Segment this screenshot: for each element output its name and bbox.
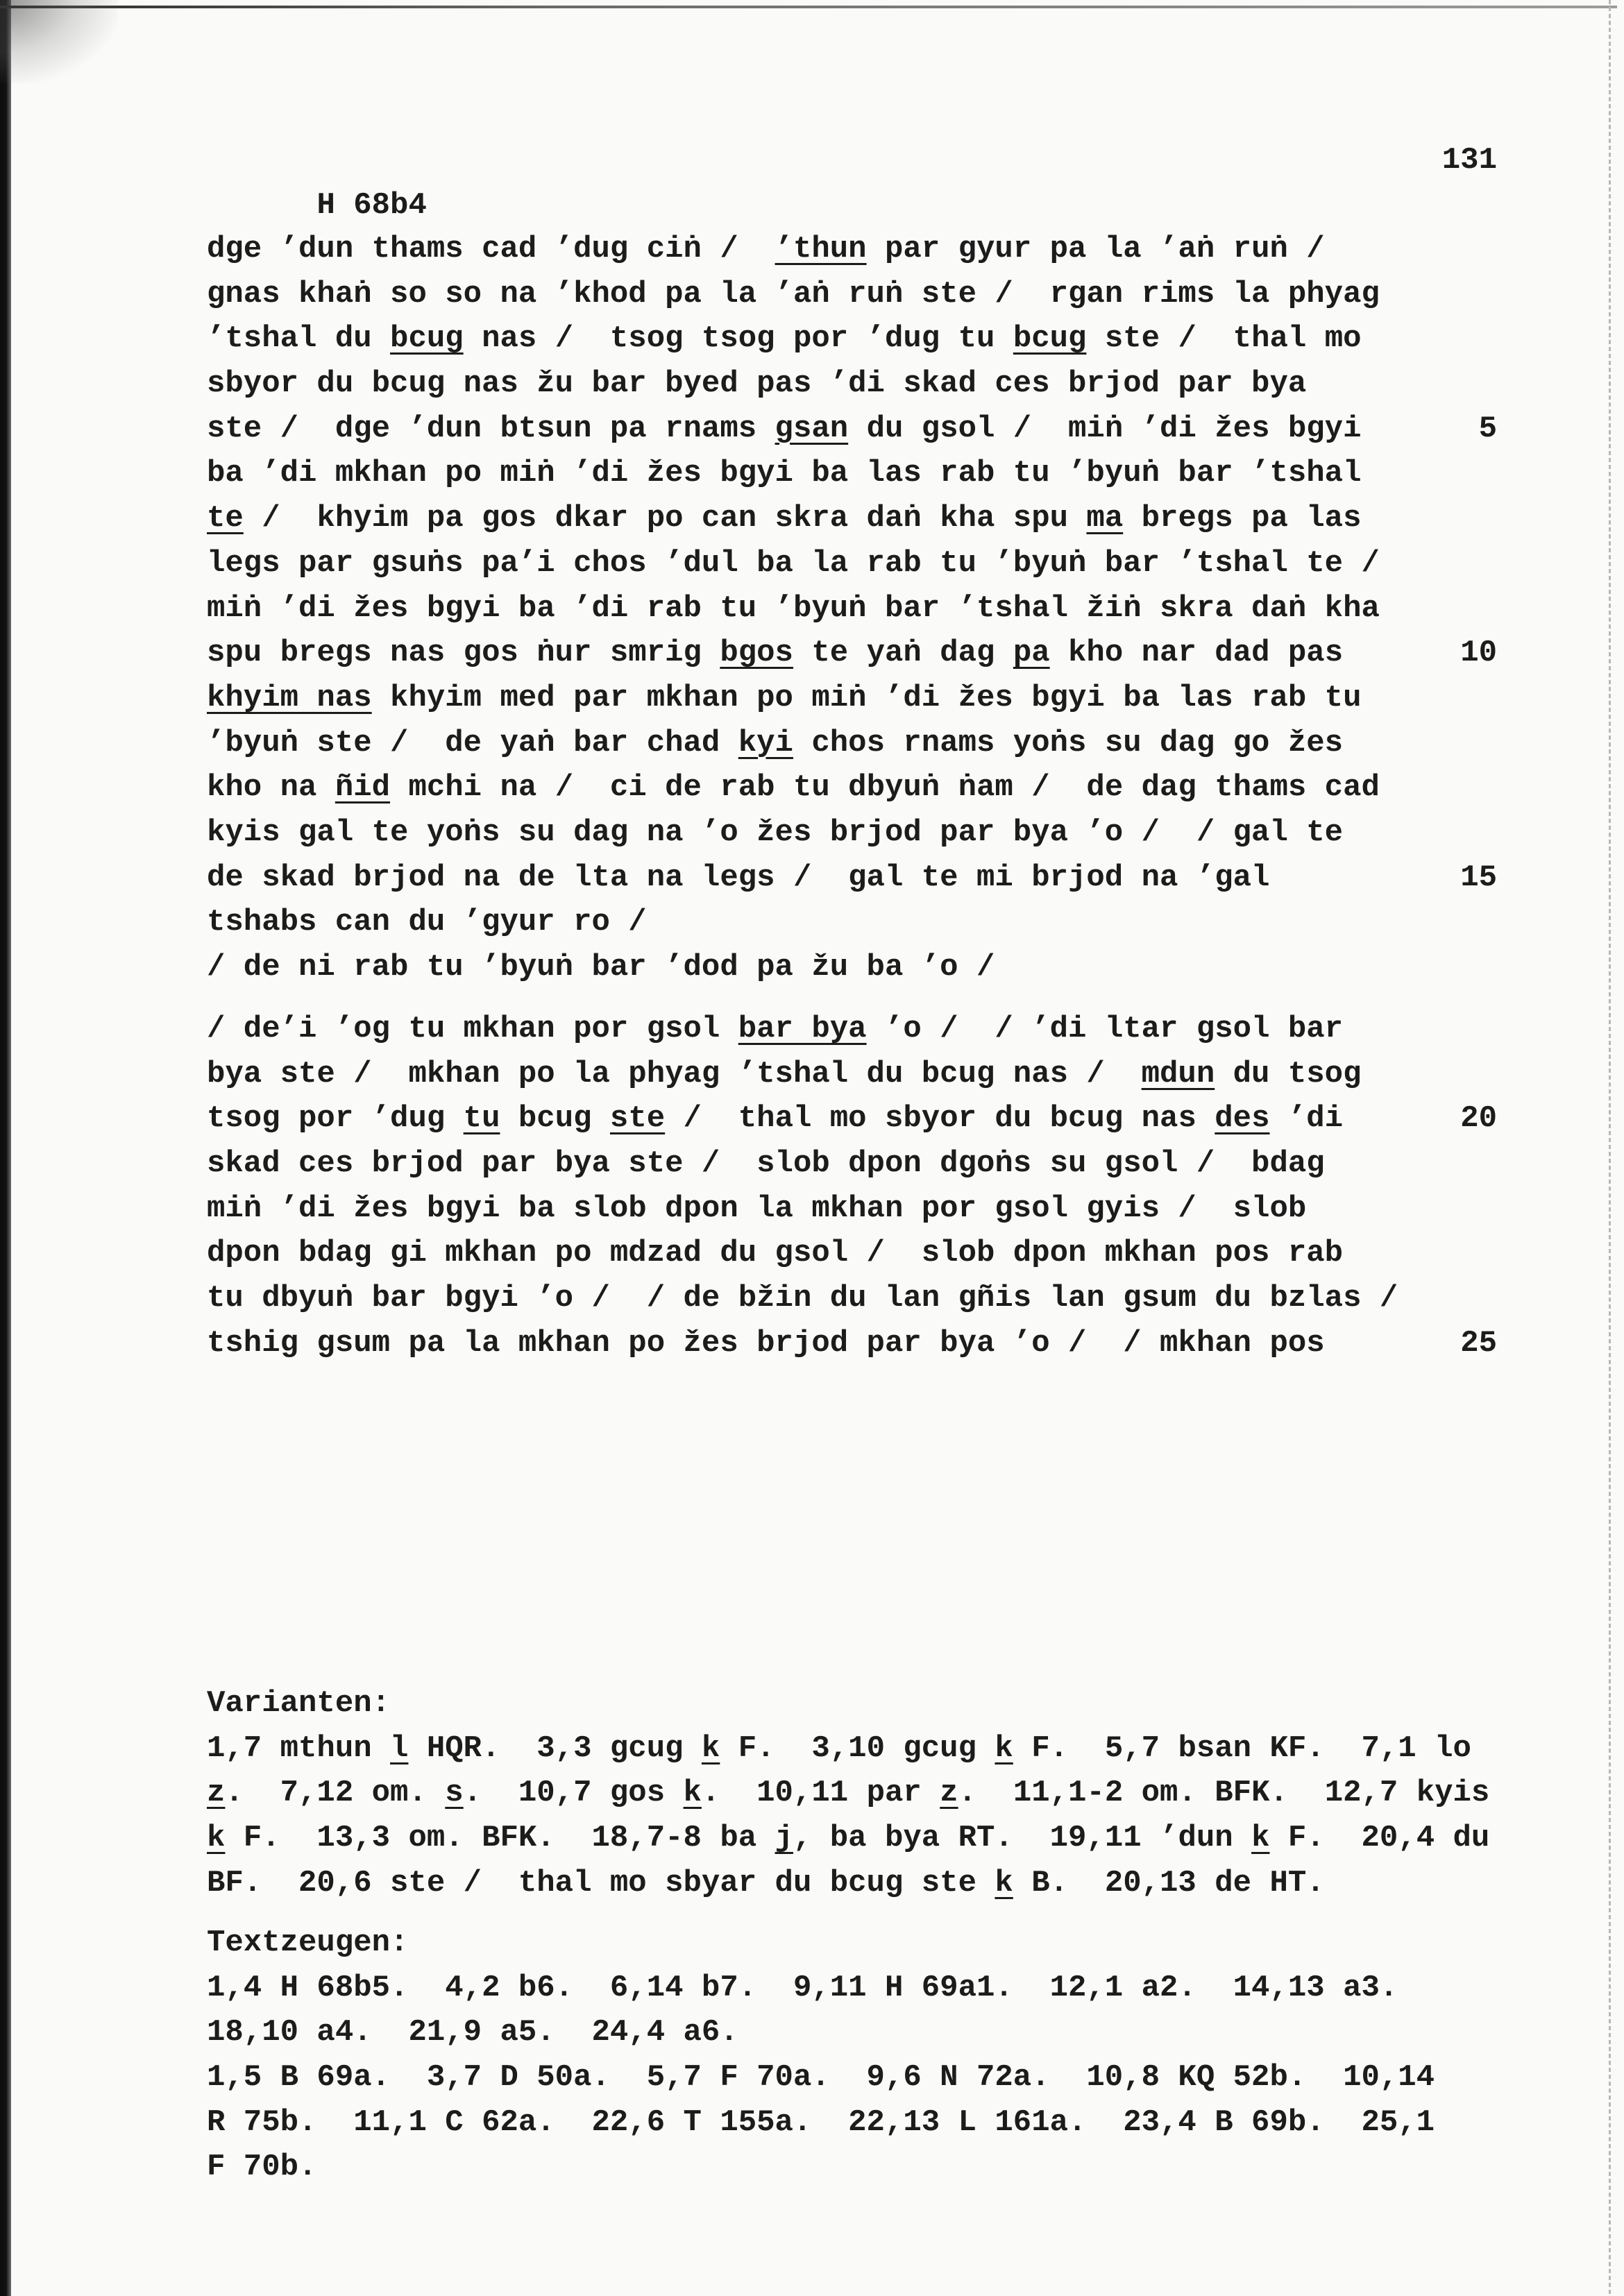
main-text-line-5 — [207, 407, 1497, 452]
text-span: F. 3,10 gcug — [720, 1730, 995, 1766]
underlined-reading: des — [1215, 1101, 1270, 1137]
witness-line-5 — [207, 2145, 1497, 2190]
text-span: F. 20,4 du — [1269, 1821, 1490, 1856]
underlined-reading: ñid — [335, 770, 391, 806]
text-span: khyim med par mkhan po miṅ ’di žes bgyi ba las rab tu — [371, 680, 1362, 715]
underlined-reading: k — [207, 1821, 226, 1856]
line-text — [207, 815, 1343, 850]
line-text — [207, 1326, 1325, 1361]
text-span: ’di — [1269, 1101, 1344, 1137]
text-span: F. 5,7 bsan KF. 7,1 lo — [1013, 1730, 1471, 1766]
text-span: kyis gal te yoṅs su dag na ’o žes brjod par bya ’o / / gal te — [207, 815, 1344, 850]
line-number: 25 — [1460, 1325, 1497, 1361]
main-text-line-11 — [207, 676, 1497, 721]
line-text — [207, 1057, 1361, 1091]
text-span: 1,5 B 69a. 3,7 D 50a. 5,7 F 70a. 9,6 N 72a. 10,8 KQ 52b. 10,14 — [207, 2060, 1435, 2095]
underlined-reading: gsan — [775, 411, 849, 446]
main-text-line-17 — [207, 945, 1497, 990]
line-number: 20 — [1460, 1101, 1497, 1137]
line-text — [207, 456, 1361, 491]
underlined-reading: bgos — [720, 636, 793, 671]
main-text-line-5 — [207, 1187, 1497, 1232]
line-text — [207, 770, 1380, 805]
text-span: tshig gsum pa la mkhan po žes brjod par bya ’o / / mkhan pos — [207, 1325, 1325, 1361]
folio-reference: H 68b4 — [316, 187, 427, 223]
scan-corner-smudge — [0, 0, 118, 83]
line-text — [207, 2150, 316, 2184]
text-span: . 10,11 par — [701, 1776, 940, 1811]
underlined-reading: k — [995, 1865, 1013, 1900]
line-text — [207, 950, 995, 985]
underlined-reading: k — [995, 1730, 1013, 1766]
underlined-reading: tu — [463, 1101, 500, 1137]
text-span: 1,4 H 68b5. 4,2 b6. 6,14 b7. 9,11 H 69a1. 12,1 a2. 14,13 a3. — [207, 1970, 1398, 2005]
text-span: , ba bya RT. 19,11 ’dun — [793, 1821, 1252, 1856]
underlined-reading: k — [683, 1776, 702, 1811]
line-text — [207, 411, 1362, 446]
line-text — [207, 2015, 738, 2050]
main-text-line-4 — [207, 1141, 1497, 1187]
text-span: . 7,12 om. — [225, 1776, 446, 1811]
text-span: tshabs can du ’gyur ro / — [207, 905, 647, 940]
underlined-reading: te — [207, 501, 244, 536]
variants-heading: Varianten: — [207, 1686, 391, 1721]
line-text — [207, 1971, 1398, 2005]
main-text-line-16 — [207, 900, 1497, 945]
line-text — [207, 905, 647, 939]
text-span: legs par gsuṅs pa’i chos ’dul ba la rab tu ’byuṅ bar ’tshal te / — [207, 545, 1380, 581]
text-span: du tsog — [1215, 1056, 1362, 1091]
text-span: spu bregs nas gos ṅur smrig — [207, 636, 720, 671]
scan-edge-top — [0, 6, 1617, 8]
main-text-line-7 — [207, 1276, 1497, 1321]
text-span: dge ’dun thams cad ’dug ciṅ / — [207, 232, 775, 266]
text-span: sbyor du bcug nas žu bar byed pas ’di skad ces brjod par bya — [207, 366, 1307, 402]
text-span: BF. 20,6 ste / thal mo sbyar du bcug ste — [207, 1865, 995, 1900]
text-span: ’o / / ’di ltar gsol bar — [866, 1012, 1344, 1046]
line-text — [207, 546, 1380, 581]
text-span: par gyur pa la ’aṅ ruṅ / — [866, 232, 1325, 266]
text-span: F. 13,3 om. BFK. 18,7-8 ba — [225, 1821, 775, 1856]
variant-line-4 — [207, 1861, 1497, 1906]
underlined-reading: ste — [609, 1101, 666, 1137]
main-text-line-6 — [207, 1231, 1497, 1276]
line-number: 5 — [1478, 411, 1497, 446]
line-text — [207, 636, 1343, 670]
text-span: dpon bdag gi mkhan po mdzad du gsol / slob dpon mkhan pos rab — [207, 1236, 1344, 1271]
line-text — [207, 232, 1325, 266]
text-span: kho nar dad pas — [1049, 636, 1344, 671]
line-text — [207, 1281, 1398, 1316]
line-text — [207, 726, 1343, 760]
underlined-reading: bcug — [390, 321, 464, 357]
text-span: . 11,1-2 om. BFK. 12,7 kyis — [958, 1776, 1490, 1811]
underlined-reading: j — [775, 1821, 793, 1856]
main-text-line-7 — [207, 496, 1497, 541]
main-text-line-8 — [207, 541, 1497, 586]
line-text — [207, 860, 1269, 895]
text-span: bregs pa las — [1123, 501, 1362, 536]
main-text-line-1 — [207, 227, 1497, 272]
main-text-line-2 — [207, 1052, 1497, 1097]
line-text — [207, 2105, 1435, 2140]
main-text-line-4 — [207, 362, 1497, 407]
underlined-reading: ’thun — [775, 232, 867, 266]
underlined-reading: z — [207, 1776, 226, 1811]
line-text — [207, 1101, 1343, 1136]
line-text — [207, 501, 1362, 536]
line-text — [207, 1191, 1306, 1226]
underlined-reading: ma — [1086, 501, 1124, 536]
text-span: te yaṅ dag — [793, 636, 1013, 671]
text-span: miṅ ’di žes bgyi ba ’di rab tu ’byuṅ bar ’tshal žiṅ skra daṅ kha — [207, 590, 1380, 626]
line-text — [207, 1236, 1343, 1270]
page-number: 131 — [1441, 143, 1497, 178]
variant-line-3 — [207, 1816, 1497, 1861]
text-span: tsog por ’dug — [207, 1101, 464, 1137]
text-span: R 75b. 11,1 C 62a. 22,6 T 155a. 22,13 L 161a. 23,4 B 69b. 25,1 — [207, 2104, 1435, 2140]
text-span: . 10,7 gos — [463, 1776, 684, 1811]
underlined-reading: k — [1251, 1821, 1270, 1856]
main-text-line-13 — [207, 765, 1497, 810]
witnesses-heading: Textzeugen: — [207, 1925, 409, 1960]
line-text — [207, 1866, 1325, 1900]
variants-apparatus — [207, 1681, 1497, 1905]
header-line — [207, 138, 1497, 223]
main-text-line-14 — [207, 810, 1497, 856]
witness-line-1 — [207, 1966, 1497, 2011]
text-span: / de ni rab tu ’byuṅ bar ’dod pa žu ba ’o / — [207, 950, 995, 985]
text-span: ba ’di mkhan po miṅ ’di žes bgyi ba las rab tu ’byuṅ bar ’tshal — [207, 456, 1362, 491]
main-text-line-3 — [207, 1096, 1497, 1141]
main-text-line-2 — [207, 272, 1497, 317]
underlined-reading: kyi — [738, 725, 793, 760]
text-span: tu dbyuṅ bar bgyi ’o / / de bžin du lan gñis lan gsum du bzlas / — [207, 1281, 1398, 1316]
main-text-line-10 — [207, 631, 1497, 676]
text-span: ’tshal du — [207, 321, 391, 357]
line-text — [207, 321, 1362, 356]
text-span: F 70b. — [207, 2150, 317, 2185]
line-text — [207, 1821, 1489, 1855]
text-span: nas / tsog tsog por ’dug tu — [463, 321, 1013, 357]
text-span: ste / dge ’dun btsun pa rnams — [207, 411, 775, 446]
variants-lines — [207, 1726, 1497, 1906]
main-text-paragraph-2 — [207, 1007, 1497, 1366]
variant-line-1 — [207, 1726, 1497, 1771]
line-number: 15 — [1460, 860, 1497, 895]
main-text-line-9 — [207, 586, 1497, 631]
text-span: mchi na / ci de rab tu dbyuṅ ṅam / de dag thams cad — [390, 770, 1380, 806]
line-text — [207, 277, 1380, 312]
text-span: ste / thal mo — [1086, 321, 1362, 357]
text-span: 18,10 a4. 21,9 a5. 24,4 a6. — [207, 2015, 738, 2050]
scan-edge-left — [0, 0, 11, 2296]
main-text-line-15 — [207, 856, 1497, 901]
main-text-line-6 — [207, 451, 1497, 496]
underlined-reading: l — [390, 1730, 409, 1766]
text-span: 1,7 mthun — [207, 1730, 391, 1766]
line-number: 10 — [1460, 636, 1497, 671]
text-span: bya ste / mkhan po la phyag ’tshal du bcug nas / — [207, 1056, 1142, 1091]
text-span: gnas khaṅ so so na ’khod pa la ’aṅ ruṅ ste / rgan rims la phyag — [207, 276, 1380, 312]
witness-line-3 — [207, 2055, 1497, 2100]
variant-line-2 — [207, 1771, 1497, 1816]
text-span: miṅ ’di žes bgyi ba slob dpon la mkhan por gsol gyis / slob — [207, 1191, 1307, 1226]
line-text — [207, 591, 1380, 626]
underlined-reading: bcug — [1013, 321, 1087, 357]
line-text — [207, 1146, 1325, 1181]
witnesses-apparatus — [207, 1921, 1497, 2190]
main-text-line-1 — [207, 1007, 1497, 1052]
witness-line-2 — [207, 2010, 1497, 2055]
underlined-reading: pa — [1013, 636, 1050, 671]
main-text-line-12 — [207, 721, 1497, 766]
main-text-line-3 — [207, 316, 1497, 362]
underlined-reading: bar bya — [738, 1012, 867, 1046]
page-header — [207, 138, 1497, 223]
scan-edge-right — [1609, 0, 1611, 2296]
text-span: ’byuṅ ste / de yaṅ bar chad — [207, 725, 738, 760]
line-text — [207, 1776, 1489, 1810]
line-text — [207, 1731, 1471, 1766]
witnesses-lines — [207, 1966, 1497, 2190]
underlined-reading: mdun — [1141, 1056, 1215, 1091]
text-span: / khyim pa gos dkar po can skra daṅ kha spu — [243, 501, 1087, 536]
text-span: HQR. 3,3 gcug — [408, 1730, 702, 1766]
text-span: / de’i ’og tu mkhan por gsol — [207, 1012, 738, 1046]
underlined-reading: khyim nas — [207, 680, 372, 715]
witness-line-4 — [207, 2100, 1497, 2145]
underlined-reading: k — [701, 1730, 720, 1766]
text-span: de skad brjod na de lta na legs / gal te mi brjod na ’gal — [207, 860, 1270, 895]
text-span: du gsol / miṅ ’di žes bgyi — [848, 411, 1362, 446]
underlined-reading: s — [445, 1776, 464, 1811]
underlined-reading: z — [940, 1776, 958, 1811]
text-span: bcug — [500, 1101, 610, 1137]
main-text-paragraph-1 — [207, 227, 1497, 990]
line-text — [207, 1012, 1343, 1046]
line-text — [207, 681, 1361, 715]
main-text-line-8 — [207, 1321, 1497, 1366]
text-span: B. 20,13 de HT. — [1013, 1865, 1325, 1900]
text-span: chos rnams yoṅs su dag go žes — [793, 725, 1344, 760]
text-span: / thal mo sbyor du bcug nas — [665, 1101, 1215, 1137]
line-text — [207, 2060, 1435, 2095]
line-text — [207, 366, 1306, 401]
text-span: skad ces brjod par bya ste / slob dpon dgoṅs su gsol / bdag — [207, 1146, 1325, 1182]
text-span: kho na — [207, 770, 335, 806]
